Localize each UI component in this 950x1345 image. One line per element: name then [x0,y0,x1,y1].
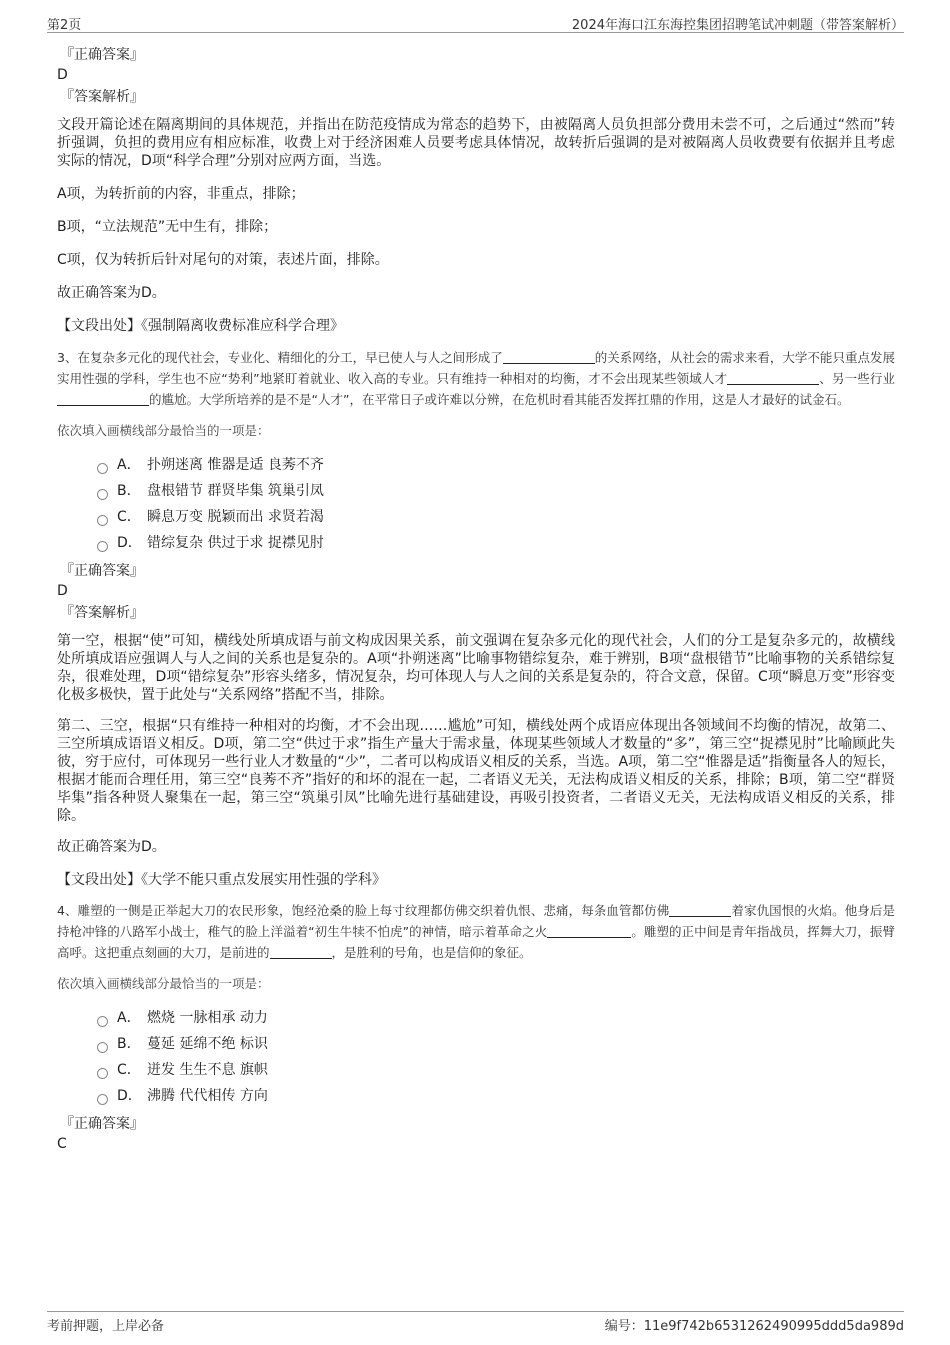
document-id: 编号：11e9f742b6531262490995ddd5da989d [604,1319,904,1334]
analysis-option-a: A项，为转折前的内容，非重点，排除； [57,186,305,202]
radio-icon[interactable] [97,515,108,526]
analysis-paragraph: 第一空，根据“使”可知，横线处所填成语与前文构成因果关系，前文强调在复杂多元化的现代社会，人们的分工是复杂多元的，故横线处所填成语应强调人与人之间的关系也是复杂的。A项“扑朔迷离”比喻事物错综复杂，难于辨别，B项“盘根错节”比喻事物的关系错综复杂，很难处理，D项“错综复杂”形容头绪多，情况复杂，均可体现人与人之间的关系是复杂的，符合文意，保留。C项“瞬息万变”形容变化极多极快，置于此处与“关系网络”搭配不当，排除。 [57,633,895,703]
option-d[interactable]: D． 沸腾 代代相传 方向 [97,1083,895,1109]
radio-icon[interactable] [97,489,108,500]
document-title: 2024年海口江东海控集团招聘笔试冲刺题（带答案解析） [571,18,904,33]
option-c[interactable]: C． 瞬息万变 脱颖而出 求贤若渴 [97,504,895,530]
answer-label: 『正确答案』 [60,1116,144,1132]
option-d[interactable]: D． 错综复杂 供过于求 捉襟见肘 [97,530,895,556]
answer-label: 『正确答案』 [60,47,144,63]
question-3-stem: 3、在复杂多元化的现代社会，专业化、精细化的分工，早已使人与人之间形成了 的关系网络，从社会的需求来看，大学不能只重点发展实用性强的学科，学生也不应“势利”地紧盯着就业、收入高的专业。只有维持一种相对的均衡，才不会出现某些领域人才 、另一些行业的尴尬。大学所培养的是不是“人才”，在平常日子或许难以分辨，在危机时看其能否发挥扛鼎的作用，这是人才最好的试金石。 [57,350,895,407]
option-a[interactable]: A． 扑朔迷离 惟器是适 良莠不齐 [97,452,895,478]
question-prompt: 依次填入画横线部分最恰当的一项是： [57,976,270,991]
analysis-option-b: B项，“立法规范”无中生有，排除； [57,219,278,235]
radio-icon[interactable] [97,1094,108,1105]
passage-source: 【文段出处】《强制隔离收费标准应科学合理》 [57,318,344,334]
analysis-label: 『答案解析』 [60,605,144,621]
option-a[interactable]: A． 燃烧 一脉相承 动力 [97,1005,895,1031]
fill-blank [547,923,631,938]
answer-value: C [57,1136,67,1152]
radio-icon[interactable] [97,463,108,474]
radio-icon[interactable] [97,1068,108,1079]
fill-blank [503,349,595,364]
radio-icon[interactable] [97,1016,108,1027]
fill-blank [270,944,332,959]
passage-source: 【文段出处】《大学不能只重点发展实用性强的学科》 [57,872,386,888]
analysis-conclusion: 故正确答案为D。 [57,285,166,301]
page-number: 第2页 [47,18,82,33]
fill-blank [57,391,149,406]
fill-blank [727,370,819,385]
page-footer [47,1311,904,1334]
footer-slogan: 考前押题，上岸必备 [47,1319,165,1334]
option-c[interactable]: C． 迸发 生生不息 旗帜 [97,1057,895,1083]
question-prompt: 依次填入画横线部分最恰当的一项是： [57,423,270,438]
radio-icon[interactable] [97,541,108,552]
page-header [47,12,904,33]
option-b[interactable]: B． 蔓延 延绵不绝 标识 [97,1031,895,1057]
analysis-paragraph: 第二、三空，根据“只有维持一种相对的均衡，才不会出现……尴尬”可知，横线处两个成语应体现出各领域间不均衡的情况，故第二、三空所填成语语义相反。D项，第二空“供过于求”指生产量大于需求量，体现某些领域人才数量的“多”，第三空“捉襟见肘”比喻顾此失彼，穷于应付，可体现另一些行业人才数量的“少”，二者可以构成语义相反的关系，当选。A项，第二空“惟器是适”指衡量各人的短长，根据才能而合理任用，第三空“良莠不齐”指好的和坏的混在一起，二者语义无关，无法构成语义相反的关系，排除；B项，第二空“群贤毕集”指各种贤人聚集在一起，第三空“筑巢引凤”比喻先进行基础建设，再吸引投资者，二者语义无关，无法构成语义相反的关系，排除。 [57,718,895,824]
options-list [97,452,895,556]
options-list [97,1005,895,1109]
answer-label: 『正确答案』 [60,563,144,579]
document-body [57,46,895,1153]
analysis-paragraph: 文段开篇论述在隔离期间的具体规范，并指出在防范疫情成为常态的趋势下，由被隔离人员负担部分费用未尝不可，之后通过“然而”转折强调，负担的费用应有相应标准，收费上对于经济困难人员要考虑具体情况，故转折后强调的是对被隔离人员收费要有依据并且考虑实际的情况，D项“科学合理”分别对应两方面，当选。 [57,117,895,169]
fill-blank [669,902,731,917]
answer-value: D [57,67,68,83]
radio-icon[interactable] [97,1042,108,1053]
option-b[interactable]: B． 盘根错节 群贤毕集 筑巢引凤 [97,478,895,504]
analysis-label: 『答案解析』 [60,89,144,105]
question-4-stem: 4、雕塑的一侧是正举起大刀的农民形象，饱经沧桑的脸上每寸纹理都仿佛交织着仇恨、悲痛，每条血管都仿佛 着家仇国恨的火焰。他身后是持枪冲锋的八路军小战士，稚气的脸上洋溢着“初生牛犊不怕虎”的神情，暗示着革命之火 。雕塑的正中间是青年指战员，挥舞大刀，振臂高呼。这把重点刻画的大刀，是前进的 ，是胜利的号角，也是信仰的象征。 [57,903,895,960]
analysis-conclusion: 故正确答案为D。 [57,839,166,855]
answer-value: D [57,583,68,599]
analysis-option-c: C项，仅为转折后针对尾句的对策，表述片面，排除。 [57,252,389,268]
